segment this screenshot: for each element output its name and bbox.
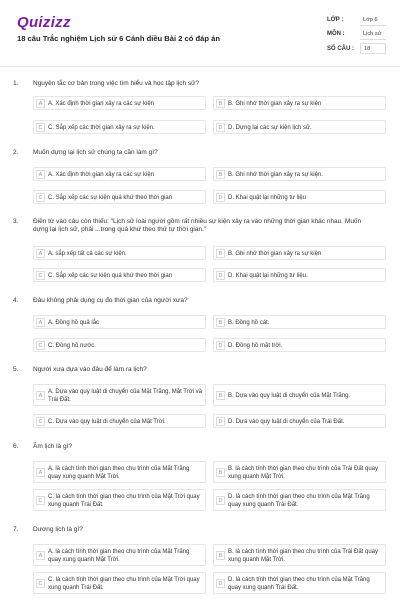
option-a[interactable] bbox=[33, 246, 206, 260]
option-letter: C bbox=[36, 341, 45, 350]
option-letter: D bbox=[216, 271, 225, 280]
option-letter: C bbox=[36, 496, 45, 505]
option-letter: C bbox=[36, 417, 45, 426]
question-text: Muốn dựng lại lịch sử chúng ta cần làm gì? bbox=[33, 149, 158, 156]
subject-label: MÔN : bbox=[327, 31, 345, 37]
option-a[interactable] bbox=[33, 167, 206, 181]
option-letter: A bbox=[36, 468, 45, 477]
option-letter: C bbox=[36, 193, 45, 202]
option-letter: D bbox=[216, 341, 225, 350]
option-letter: A bbox=[36, 551, 45, 560]
option-c[interactable] bbox=[33, 268, 206, 282]
option-text: A. là cách tính thời gian theo chu trình của Mặt Trăng quay xung quanh Mặt Trời. bbox=[48, 466, 190, 480]
option-d[interactable] bbox=[213, 572, 386, 594]
option-text: D. Đồng hồ mặt trời. bbox=[228, 343, 283, 349]
option-a[interactable] bbox=[33, 544, 206, 566]
option-letter: A bbox=[36, 99, 45, 108]
option-text: B. là cách tính thời gian theo chu trình của Trái Đất quay xung quanh Mặt Trời. bbox=[228, 549, 379, 563]
grade-value: Lớp 6 bbox=[360, 15, 386, 26]
option-letter: D bbox=[216, 193, 225, 202]
option-letter: C bbox=[36, 271, 45, 280]
option-d[interactable] bbox=[213, 414, 386, 428]
header-divider bbox=[0, 66, 400, 67]
option-letter: A bbox=[36, 391, 45, 400]
option-text: A. Xác định thời gian xảy ra các sự kiện bbox=[48, 172, 155, 178]
option-letter: B bbox=[216, 551, 225, 560]
question-text: Âm lịch là gì? bbox=[33, 443, 73, 450]
option-c[interactable] bbox=[33, 120, 206, 134]
option-text: A. là cách tính thời gian theo chu trình của Mặt Trăng quay xung quanh Mặt Trời. bbox=[48, 549, 190, 563]
page-title: 18 câu Trắc nghiệm Lịch sử 6 Cánh diều Bài 2 có đáp án bbox=[17, 34, 220, 43]
question-number: 7. bbox=[13, 526, 19, 533]
option-a[interactable] bbox=[33, 96, 206, 110]
option-text: C. Dựa vào quy luật di chuyển của Mặt Trời. bbox=[48, 419, 166, 425]
option-letter: B bbox=[216, 468, 225, 477]
option-d[interactable] bbox=[213, 190, 386, 204]
option-text: A. sắp xếp tất cả các sự kiện. bbox=[48, 251, 127, 257]
option-b[interactable] bbox=[213, 315, 386, 329]
count-value: 18 bbox=[360, 43, 386, 54]
option-text: B. Ghi nhớ thời gian xảy ra sự kiện. bbox=[228, 172, 323, 178]
question-number: 3. bbox=[13, 218, 19, 225]
option-b[interactable] bbox=[213, 544, 386, 566]
option-text: A. Đồng hồ quả lắc bbox=[48, 320, 100, 326]
option-text: D. là cách tính thời gian theo chu trình của Mặt Trăng quay xung quanh Trái Đất. bbox=[228, 577, 370, 591]
option-letter: D bbox=[216, 579, 225, 588]
option-a[interactable] bbox=[33, 384, 206, 406]
option-letter: B bbox=[216, 170, 225, 179]
option-b[interactable] bbox=[213, 384, 386, 406]
option-c[interactable] bbox=[33, 338, 206, 352]
option-text: D. Khai quật lại những tư liệu bbox=[228, 195, 307, 201]
option-letter: D bbox=[216, 417, 225, 426]
option-text: D. Dựng lại các sự kiện lịch sử. bbox=[228, 125, 312, 131]
question-number: 4. bbox=[13, 297, 19, 304]
option-letter: D bbox=[216, 123, 225, 132]
option-letter: A bbox=[36, 249, 45, 258]
option-text: C. Sắp xếp các thời gian xảy ra sự kiện. bbox=[48, 125, 155, 131]
option-a[interactable] bbox=[33, 461, 206, 483]
option-letter: A bbox=[36, 170, 45, 179]
option-text: B. là cách tính thời gian theo chu trình của Trái Đất quay xung quanh Mặt Trời. bbox=[228, 466, 379, 480]
grade-label: LỚP : bbox=[327, 17, 344, 23]
option-d[interactable] bbox=[213, 489, 386, 511]
question-text: Dương lịch là gì? bbox=[33, 526, 83, 533]
option-letter: D bbox=[216, 496, 225, 505]
quizizz-logo: Quizizz bbox=[17, 14, 71, 31]
option-text: C. Sắp xếp các sự kiện quá khứ theo thời gian bbox=[48, 273, 173, 279]
option-a[interactable] bbox=[33, 315, 206, 329]
option-text: B. Ghi nhớ thời gian xảy ra sự kiện bbox=[228, 251, 322, 257]
option-text: D. Khai quật lại những tư liệu. bbox=[228, 273, 308, 279]
option-text: C. Sắp xếp các sự kiện quá khứ theo thời gian bbox=[48, 195, 173, 201]
option-c[interactable] bbox=[33, 190, 206, 204]
question-number: 5. bbox=[13, 366, 19, 373]
option-text: A. Xác định thời gian xảy ra các sự kiện bbox=[48, 101, 155, 107]
question-number: 2. bbox=[13, 149, 19, 156]
question-text: Người xưa dựa vào đâu để làm ra lịch? bbox=[33, 366, 147, 373]
option-d[interactable] bbox=[213, 120, 386, 134]
option-d[interactable] bbox=[213, 338, 386, 352]
option-text: A. Dựa vào quy luật di chuyển của Mặt Trăng, Mặt Trời và Trái Đất. bbox=[48, 389, 203, 403]
option-c[interactable] bbox=[33, 489, 206, 511]
option-text: D. là cách tính thời gian theo chu trình của Mặt Trăng quay xung quanh Trái Đất. bbox=[228, 494, 370, 508]
option-b[interactable] bbox=[213, 246, 386, 260]
option-letter: C bbox=[36, 579, 45, 588]
question-number: 1. bbox=[13, 80, 19, 87]
option-b[interactable] bbox=[213, 96, 386, 110]
option-letter: B bbox=[216, 318, 225, 327]
question-text: Điền từ vào câu còn thiếu: "Lịch sử loài người gồm rất nhiều sự kiện xảy ra vào những thời gian khác nhau. Muốn dựng lại lịch sử, phải ...trong quá khứ theo thứ tự thời gian." bbox=[33, 218, 362, 234]
option-letter: B bbox=[216, 391, 225, 400]
option-c[interactable] bbox=[33, 414, 206, 428]
option-text: C. là cách tính thời gian theo chu trình của Mặt Trời quay xung quanh Trái Đất. bbox=[48, 577, 200, 591]
subject-value: Lịch sử bbox=[360, 29, 386, 40]
question-text: Nguyên tắc cơ bản trong việc tìm hiểu và học tập lịch sử? bbox=[33, 80, 200, 87]
question-number: 6. bbox=[13, 443, 19, 450]
header bbox=[0, 0, 400, 66]
option-b[interactable] bbox=[213, 461, 386, 483]
question-text: Đâu không phải dụng cụ đo thời gian của người xưa? bbox=[33, 297, 188, 304]
option-letter: A bbox=[36, 318, 45, 327]
option-text: B. Đồng hồ cát. bbox=[228, 320, 270, 326]
option-text: B. Ghi nhớ thời gian xảy ra sự kiện bbox=[228, 101, 322, 107]
option-letter: B bbox=[216, 249, 225, 258]
option-text: C. là cách tính thời gian theo chu trình của Mặt Trời quay xung quanh Trái Đất. bbox=[48, 494, 200, 508]
option-d[interactable] bbox=[213, 268, 386, 282]
count-label: SỐ CÂU : bbox=[327, 46, 354, 52]
option-letter: B bbox=[216, 99, 225, 108]
option-text: C. Đồng hồ nước. bbox=[48, 343, 96, 349]
option-letter: C bbox=[36, 123, 45, 132]
option-text: D. Dựa vào quy luật di chuyển của Trái Đất. bbox=[228, 419, 345, 425]
option-c[interactable] bbox=[33, 572, 206, 594]
option-b[interactable] bbox=[213, 167, 386, 181]
option-text: B. Dựa vào quy luật di chuyển của Mặt Trăng. bbox=[228, 393, 351, 399]
